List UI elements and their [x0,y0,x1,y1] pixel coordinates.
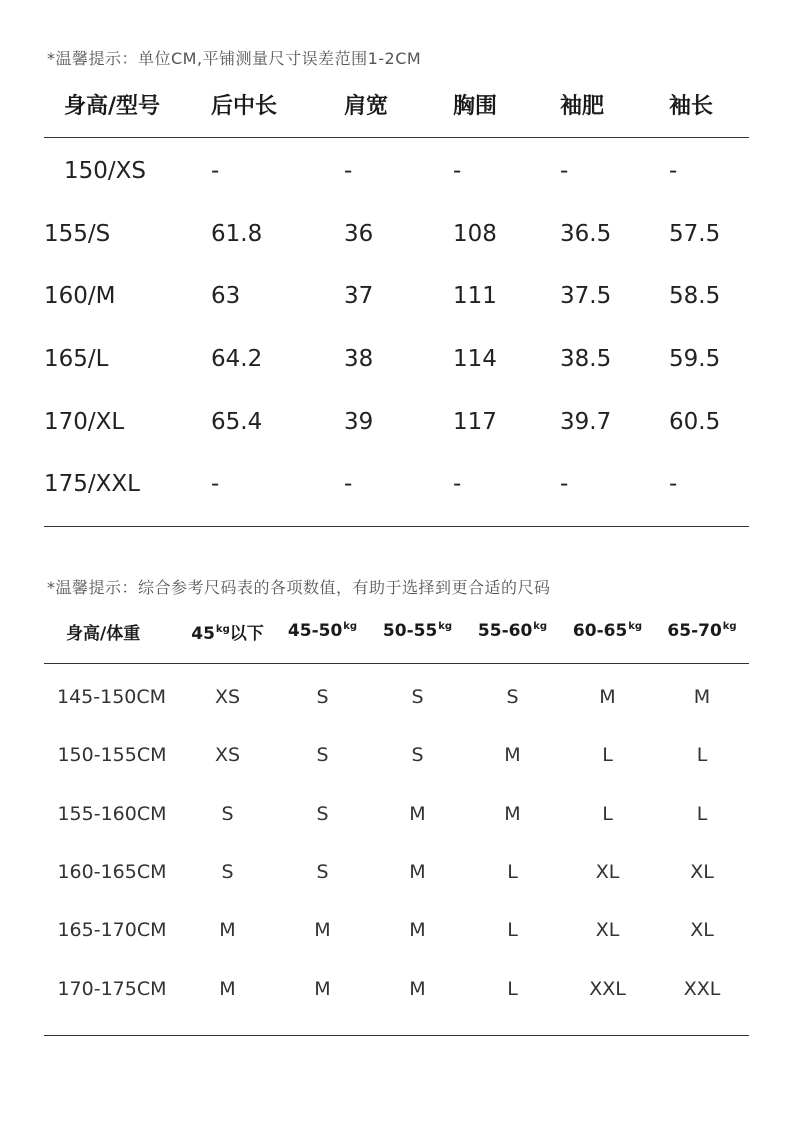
size-chart-cell: 108 [453,220,497,247]
recommend-chart-cell: XL [595,861,620,884]
recommend-chart-cell: XXL [683,977,721,1000]
recommend-chart-header-row [44,614,749,648]
recommend-chart-header-cell [180,619,275,644]
recommend-chart-bottom-divider [44,1035,749,1036]
recommend-chart-cell: M [693,686,711,709]
recommend-chart-row-label: 170-175CM [57,977,167,1000]
recommend-chart-cell: M [599,686,616,709]
header-unit: kg [343,621,358,632]
recommend-chart-cell: XS [214,744,241,767]
recommend-chart-header-cell [44,619,180,644]
recommend-chart-cell: XL [690,919,714,942]
header-weight-label: 45-50 [287,621,343,641]
header-unit: kg [215,623,230,635]
size-chart-header-cell: 身高/型号 [64,93,161,119]
size-chart-cell: 37.5 [560,283,612,310]
recommend-chart-cell: XS [214,686,241,709]
size-chart-note: *温馨提示：单位CM,平铺测量尺寸误差范围1-2CM [47,49,422,68]
recommend-chart-cell: M [409,919,426,942]
size-chart-cell: - [560,471,569,498]
recommend-chart-cell: M [219,977,236,1000]
recommend-chart-row-label: 155-160CM [57,802,167,825]
size-chart-bottom-divider [44,526,749,527]
size-chart-row-label: 160/M [44,283,116,310]
header-weight-label: 50-55 [382,621,438,641]
size-chart-cell: 114 [453,346,497,373]
recommend-chart-header-cell [275,621,370,641]
header-weight-label: 60-65 [572,621,628,641]
size-chart-cell: 60.5 [669,408,721,435]
size-chart-cell: 65.4 [211,408,263,435]
recommend-chart-cell: L [507,861,518,884]
size-chart-cell: - [211,158,220,185]
size-chart-row-label: 175/XXL [44,471,140,498]
size-chart-cell: 38 [344,346,374,373]
size-chart-header-cell: 后中长 [211,93,278,119]
recommend-chart-cell: S [316,686,329,709]
size-chart-cell: 117 [453,408,497,435]
size-chart-header-cell: 袖长 [669,93,714,119]
recommend-chart-cell: S [221,861,234,884]
header-unit: kg [533,621,548,632]
recommend-chart-cell: S [506,686,519,709]
size-chart-row-label: 150/XS [64,158,147,185]
size-chart-row-label: 165/L [44,346,109,373]
header-unit: kg [438,621,453,632]
size-chart-header-cell: 肩宽 [344,93,389,119]
size-chart-cell: - [669,158,678,185]
recommend-chart-note: *温馨提示：综合参考尺码表的各项数值，有助于选择到更合适的尺码 [47,578,551,597]
recommend-chart-row-label: 145-150CM [57,686,167,709]
recommend-chart-cell: S [411,744,424,767]
recommend-chart-header-cell [560,621,655,641]
recommend-chart-cell: M [219,919,236,942]
recommend-chart-body [44,668,749,1018]
recommend-chart-row-label: 160-165CM [57,861,167,884]
size-chart-cell: - [560,158,569,185]
size-chart-cell: - [453,471,462,498]
recommend-chart-cell: L [507,919,518,942]
recommend-chart-cell: M [409,802,426,825]
size-chart-cell: 58.5 [669,283,721,310]
size-chart-header-cell: 胸围 [453,93,498,119]
size-chart-cell: 63 [211,283,241,310]
size-chart-cell: - [669,471,678,498]
recommend-chart-cell: S [411,686,424,709]
recommend-chart-cell: M [314,977,331,1000]
size-chart-cell: 36.5 [560,220,612,247]
size-chart-row-label: 155/S [44,220,111,247]
recommend-chart-cell: L [696,802,708,825]
recommend-chart-cell: M [409,977,426,1000]
size-chart-cell: 59.5 [669,346,721,373]
size-chart-cell: 37 [344,283,374,310]
header-weight-label: 55-60 [477,621,533,641]
recommend-chart-cell: S [316,861,329,884]
size-chart-cell: 61.8 [211,220,263,247]
recommend-chart-cell: M [504,744,521,767]
size-chart-header-cell: 袖肥 [560,93,605,119]
recommend-chart-cell: XL [690,861,714,884]
recommend-chart-cell: L [602,744,613,767]
recommend-chart-cell: L [696,744,708,767]
size-chart-header-divider [44,137,749,138]
size-chart-cell: - [453,158,462,185]
header-weight-label: 身高/体重 [66,623,141,644]
size-chart-cell: 39.7 [560,408,612,435]
size-chart-row-label: 170/XL [44,408,125,435]
recommend-chart-cell: L [507,977,518,1000]
recommend-chart-row-label: 150-155CM [57,744,167,767]
size-chart-header-row [44,84,749,124]
recommend-chart-cell: S [316,744,329,767]
size-chart-cell: - [344,158,353,185]
recommend-chart-cell: M [409,861,426,884]
size-chart-cell: 39 [344,408,374,435]
recommend-chart-cell: XXL [589,977,626,1000]
size-chart-cell: 111 [453,283,497,310]
recommend-chart-cell: S [221,802,234,825]
header-unit: kg [722,621,737,632]
recommend-chart-header-cell [465,621,560,641]
size-chart-cell: 64.2 [211,346,263,373]
header-unit: kg [628,621,643,632]
recommend-chart-cell: XL [595,919,620,942]
header-weight-label: 45 [191,623,215,644]
size-chart-cell: 38.5 [560,346,612,373]
size-chart-cell: - [211,471,220,498]
recommend-chart-cell: M [504,802,521,825]
recommend-chart-row-label: 165-170CM [57,919,167,942]
recommend-chart-header-cell [370,621,465,641]
recommend-chart-cell: S [316,802,329,825]
recommend-chart-header-cell [655,621,749,641]
recommend-chart-header-divider [44,663,749,664]
size-chart-cell: 36 [344,220,374,247]
header-suffix: 以下 [229,623,264,644]
recommend-chart-cell: L [602,802,613,825]
recommend-chart-cell: M [314,919,331,942]
size-chart-cell: - [344,471,353,498]
size-chart-cell: 57.5 [669,220,721,247]
size-chart-body [44,140,749,516]
header-weight-label: 65-70 [667,621,722,641]
